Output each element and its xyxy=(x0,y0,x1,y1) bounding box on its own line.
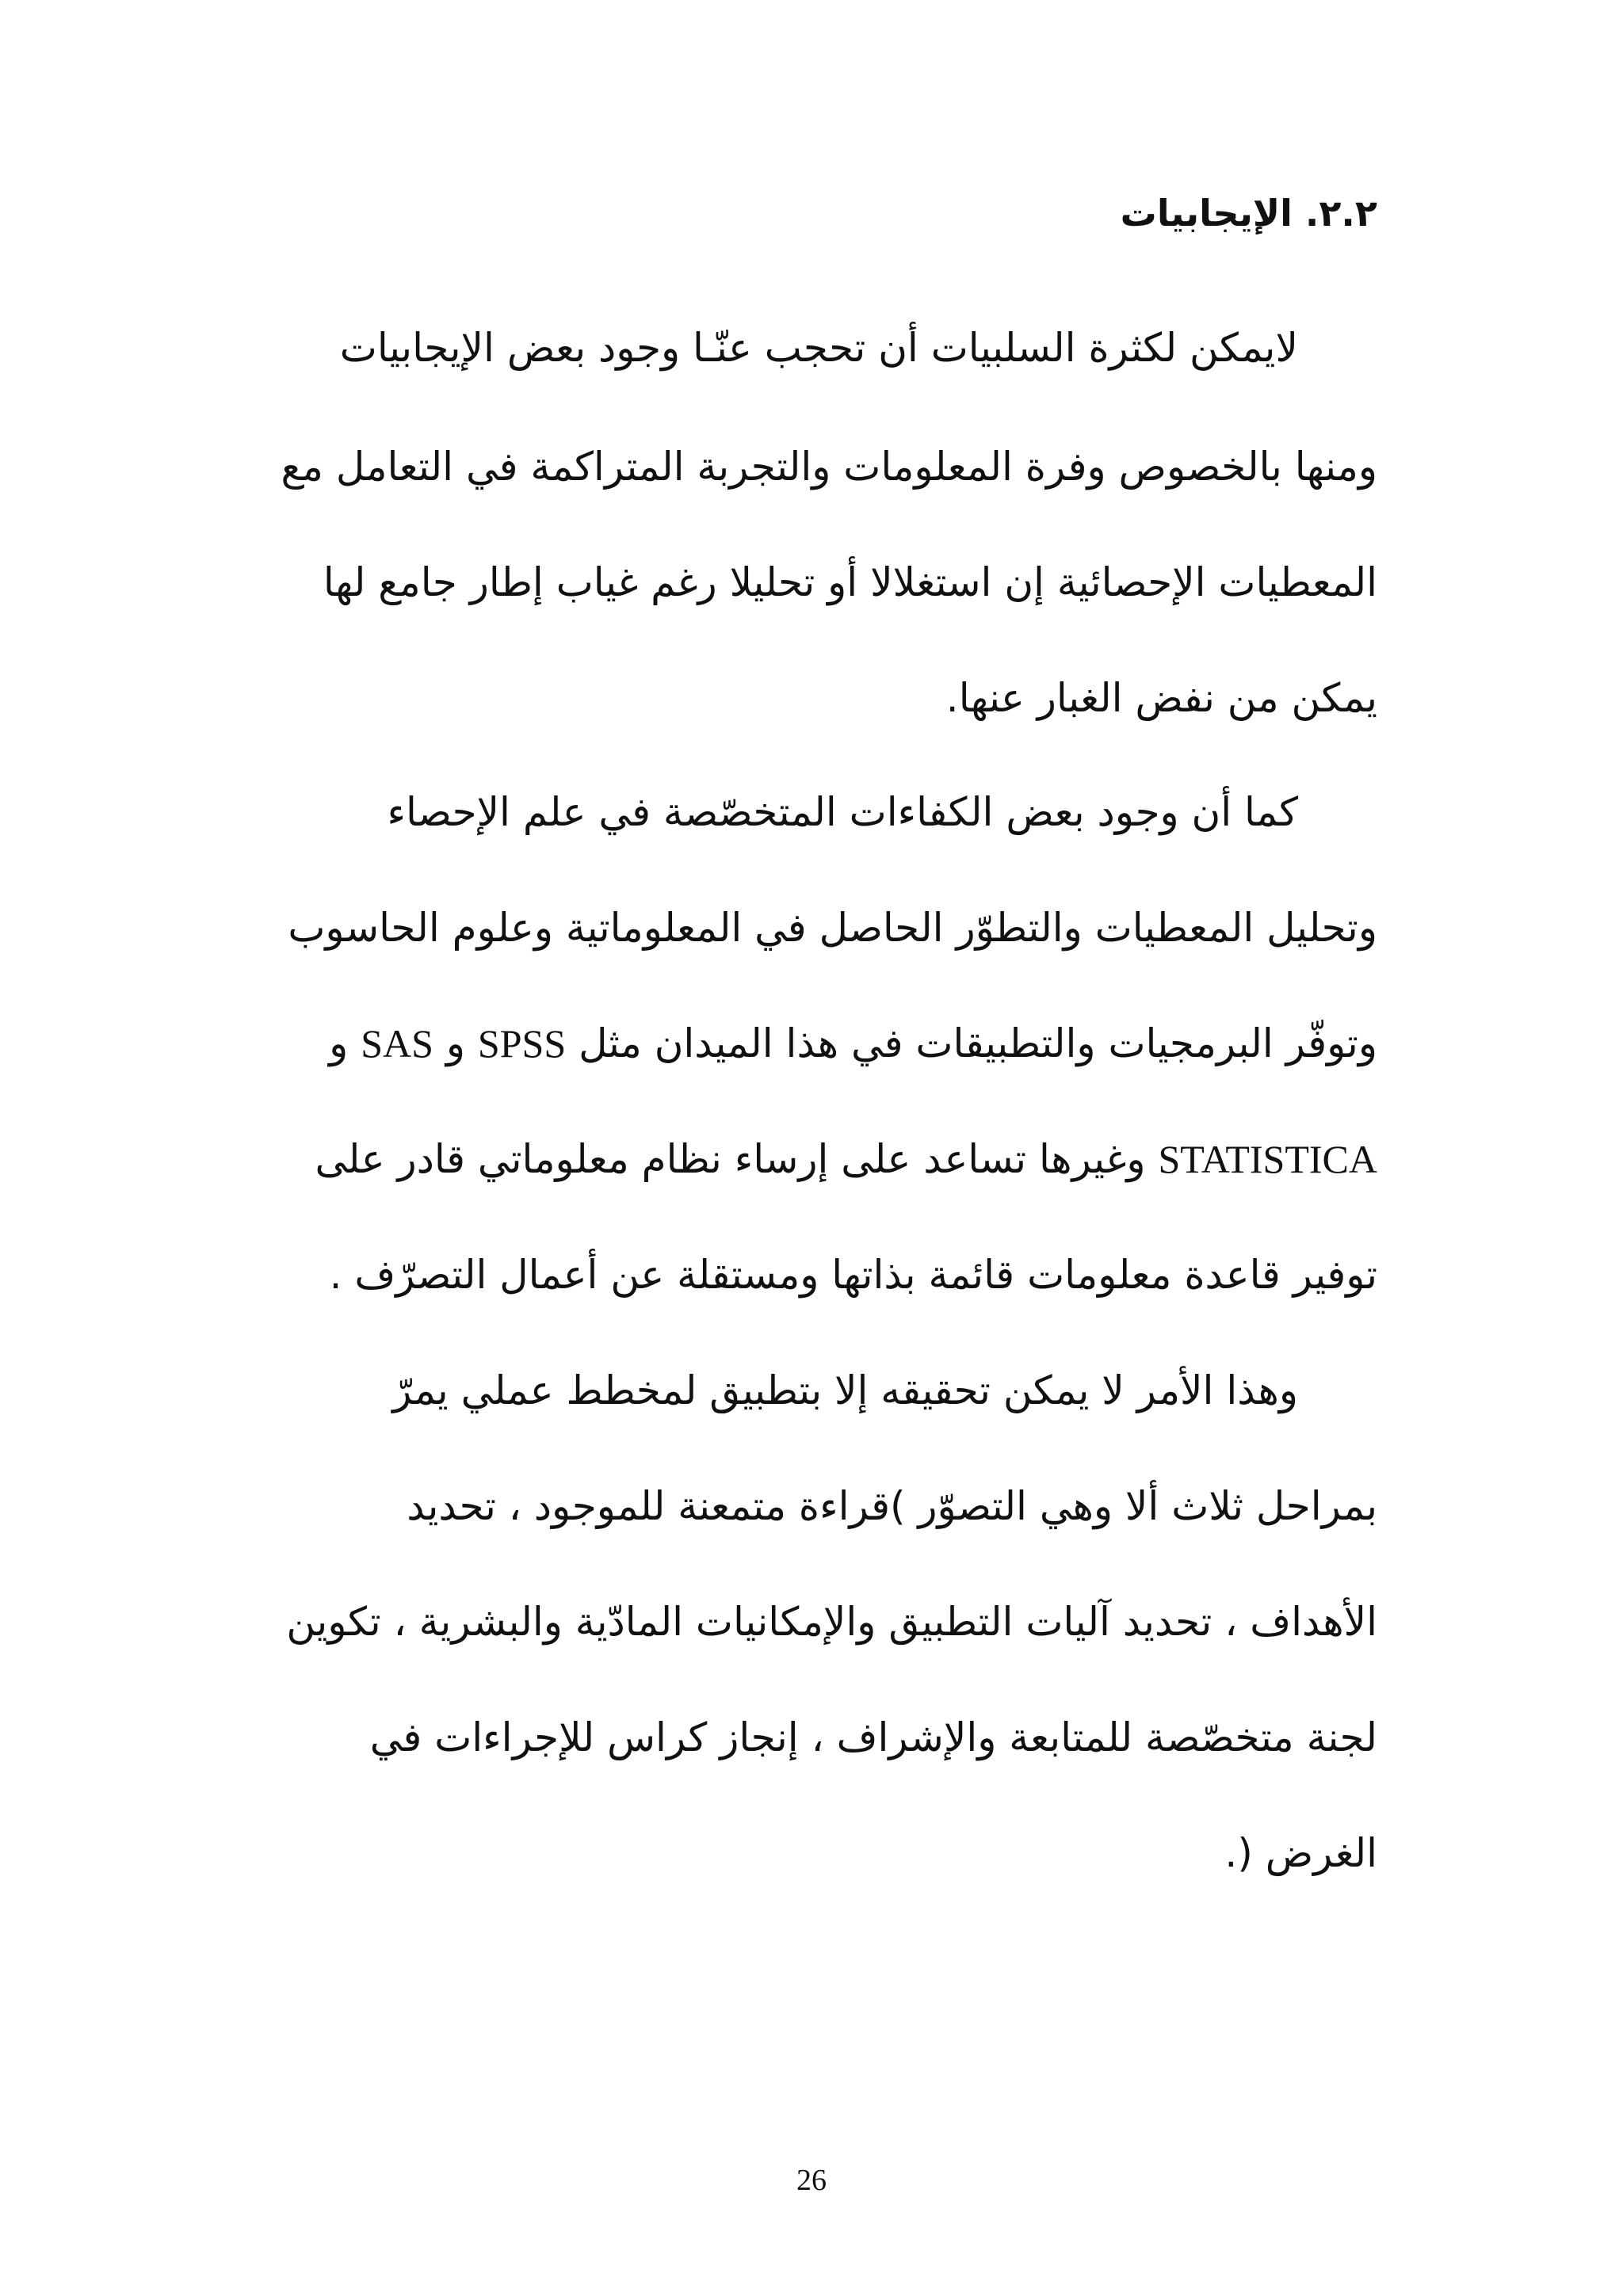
paragraph-2-line-4-text: وغيرها تساعد على إرساء نظام معلوماتي قادر على xyxy=(315,1136,1146,1182)
paragraph-1-line-4: يمكن من نفض الغبار عنها. xyxy=(945,675,1377,721)
paragraph-1-line-3: المعطيات الإحصائية إن استغلالا أو تحليلا رغم غياب إطار جامع لها xyxy=(323,559,1377,605)
paragraph-3-line-5: الغرض (. xyxy=(1224,1830,1377,1876)
paragraph-2-line-3-text: وتوفّر البرمجيات والتطبيقات في هذا الميدان مثل xyxy=(579,1020,1377,1066)
conjunction-2: و xyxy=(329,1020,349,1066)
section-heading: ٢.٢. الإيجابيات xyxy=(1120,192,1377,235)
paragraph-1-line-1: لايمكن لكثرة السلبيات أن تحجب عنّـا وجود بعض الإيجابيات xyxy=(339,325,1298,371)
paragraph-2-line-2: وتحليل المعطيات والتطوّر الحاصل في المعلوماتية وعلوم الحاسوب xyxy=(288,905,1377,951)
paragraph-2-line-1: كما أن وجود بعض الكفاءات المتخصّصة في علم الإحصاء xyxy=(387,789,1298,835)
paragraph-2-line-4 xyxy=(315,1136,1378,1182)
software-spss: SPSS xyxy=(477,1021,567,1066)
paragraph-3-line-2: بمراحل ثلاث ألا وهي التصوّر )قراءة متمعنة للموجود ، تحديد xyxy=(407,1483,1377,1529)
paragraph-3-line-4: لجنة متخصّصة للمتابعة والإشراف ، إنجاز كراس للإجراءات في xyxy=(369,1714,1377,1760)
conjunction-1: و xyxy=(445,1020,466,1066)
software-sas: SAS xyxy=(361,1021,433,1066)
paragraph-2-line-5: توفير قاعدة معلومات قائمة بذاتها ومستقلة عن أعمال التصرّف . xyxy=(329,1252,1377,1298)
page-number: 26 xyxy=(796,2164,827,2197)
paragraph-1-line-2: ومنها بالخصوص وفرة المعلومات والتجربة المتراكمة في التعامل مع xyxy=(281,444,1377,490)
paragraph-2-line-3 xyxy=(329,1020,1377,1066)
paragraph-3-line-3: الأهداف ، تحديد آليات التطبيق والإمكانيات المادّية والبشرية ، تكوين xyxy=(286,1599,1377,1645)
paragraph-3-line-1: وهذا الأمر لا يمكن تحقيقه إلا بتطبيق لمخطط عملي يمرّ xyxy=(392,1367,1298,1413)
software-statistica: STATISTICA xyxy=(1158,1137,1377,1181)
